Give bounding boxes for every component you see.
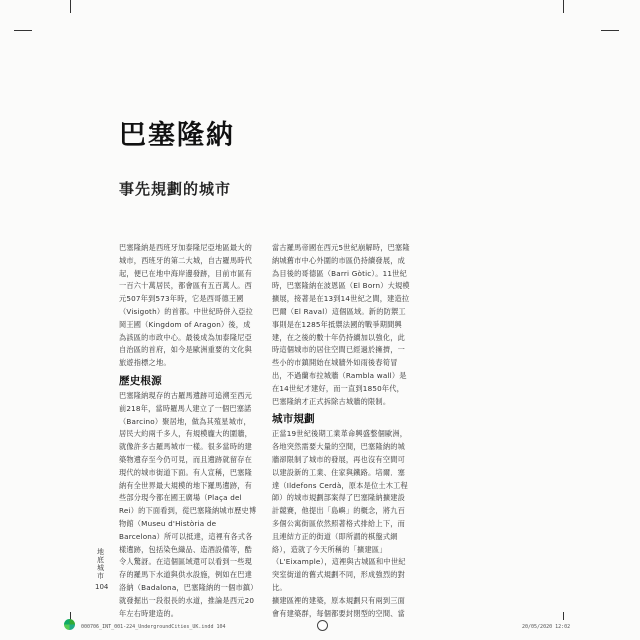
page-title: 巴塞隆納 [119,120,235,151]
print-slug-date: 20/05/2020 12:02 [522,624,571,630]
section-heading-history: 歷史根源 [119,374,162,387]
crop-mark-right-top [601,30,619,31]
print-slug: 000706_INT_001-224_UndergroundCities_UK.indd 104 [81,624,226,630]
crop-mark-top-right [563,0,564,13]
section-heading-planning: 城市規劃 [272,413,315,426]
running-section-label: 地底城市 [97,548,104,580]
text-column-left [119,242,257,620]
paragraph-intro: 巴塞隆納是西班牙加泰隆尼亞地區最大的城市，西班牙的第二大城，自古羅馬時代起，便已在地中海岸邊發跡，目前市區有一百六十萬居民，都會區有五百萬人。西元507年到573年時，它是西哥德王國（Visigoth）的首都。中世紀時併入亞拉岡王國（Kingdom of Aragon）後，成為該區的市政中心。最後成為加泰隆尼亞自治區的首府，如今是歐洲重要的文化與旅遊指標之地。 [119,243,253,368]
color-registration-mark [64,619,75,630]
paragraph-planning: 正當19世紀後期工業革命興盛整個歐洲，各地突然需要大量的空間，巴塞隆納的城牆卻限制了城市的發展，再也沒有空間可以建設新的工業、住家與鐵路。培爾．塞達（Ildefons Cerdà，原本是位土木工程師）的城市規劃部案得了巴塞隆納擴建設計競賽，他提出「島嶼」的概念，將九百多個公寓街區依然照著格式排給上下，而且連結方正的街道（即所謂的棋盤式網絡），造就了今天所稱的「擴建區」（L'Eixample），這裡與古城區和中世紀突室街道的舊式規劃不同，形成強烈的對比。 [272,429,408,592]
crop-mark-left-top [14,30,32,31]
text-column-right [272,242,410,620]
registration-target-icon [317,620,328,631]
crop-mark-bottom-right [563,612,564,620]
paragraph-eixample: 擴建區裡的建築，原本規劃只有兩到三面會有建築群，每個都要封閉型的空間、當 [272,595,405,618]
paragraph-medieval: 當古羅馬帝國在西元5世紀崩解時，巴塞隆納城舊市中心外圍的市區仍持續發展，成為目後的哥德區（Barri Gòtic）。11世紀時，巴塞隆納在波恩區（El Born）大規模擴展，接著是在13到14世紀之間，建造拉巴爾（El Raval）這個區域。新的防禦工事則是在1285年抵禦法國的戰爭期間興建，在之後的數十年仍持續加以強化，此時這個城市的居住空間已經過於擁擠，一些小的市鎮開始在城牆外如雨後春筍冒出，不過蘭布拉城牆（Rambla wall）是在14世紀才建好，而一直到1850年代，巴塞隆納才正式拆除古城牆的限制。 [272,243,410,406]
page-subtitle: 事先規劃的城市 [119,180,232,198]
page-number: 104 [95,583,109,591]
crop-mark-top-left [70,0,71,13]
paragraph-history: 巴塞隆納現存的古羅馬遺跡可追溯至西元前218年，當時羅馬人建立了一個巴塞諾（Barcino）聚居地，做為其殖星城市，居民大約兩千多人，有規模龐大的圍牆，就像許多古羅馬城市一樣。很多當時的建築物遺存至今仍可見，而且遺跡就留存在現代的城市街道下面。有人宣稱，巴塞隆納有全世界最大規模的地下羅馬遺跡，有些部分現今都在國王廣場（Plaça del Rei）的下面看到，從巴塞隆納城市歷史博物館（Museu d'Història de Barcelona）所可以抵達，這裡有各式各樣遺跡，包括染色織品、造酒設備等，酷令人驚訝。在這個區域還可以看到一些現存的羅馬下水道與供水設施，例如在巴達洛納（Badalona，巴塞隆納的一個市鎮）就發掘出一段很長的水道，推論是西元20年左右時建造的。 [119,390,257,618]
